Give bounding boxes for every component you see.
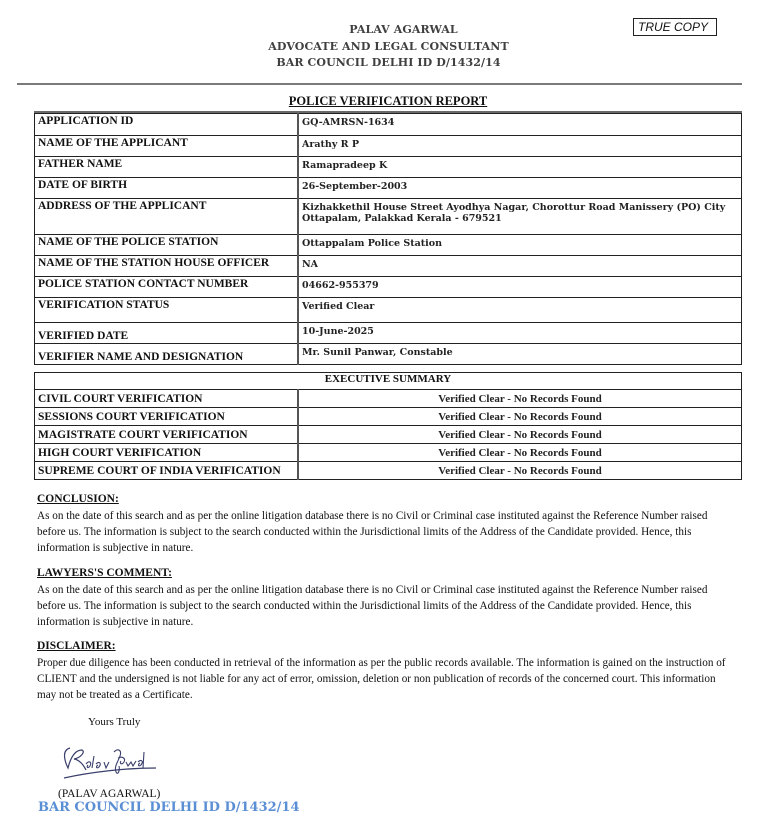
disclaimer-text: Proper due diligence has been conducted in retrieval of the information as per the public records available. The information is gained on the instruction of CLIENT and the undersigned is not liable for any act of error, omission, deletion or non publication of records of the concerned court. This information may not be treated as a Certificate. bbox=[37, 657, 726, 701]
row-value: Kizhakkethil House Street Ayodhya Nagar, Chorottur Road Manissery (PO) City Ottapalam, Palakkad Kerala - 679521 bbox=[298, 199, 742, 235]
court-label: SUPREME COURT OF INDIA VERIFICATION bbox=[35, 462, 299, 480]
header-divider bbox=[17, 83, 742, 85]
row-label: VERIFIER NAME AND DESIGNATION bbox=[35, 344, 299, 365]
advocate-title: ADVOCATE AND LEGAL CONSULTANT bbox=[268, 39, 509, 53]
table-row bbox=[35, 298, 742, 323]
table-row bbox=[35, 426, 742, 444]
summary-heading: EXECUTIVE SUMMARY bbox=[35, 373, 742, 390]
court-status: Verified Clear - No Records Found bbox=[298, 444, 742, 462]
court-label: MAGISTRATE COURT VERIFICATION bbox=[35, 426, 299, 444]
table-row bbox=[35, 178, 742, 199]
summary-header-row bbox=[35, 373, 742, 390]
conclusion-heading: CONCLUSION: bbox=[37, 493, 119, 505]
table-row bbox=[35, 344, 742, 365]
table-row bbox=[35, 136, 742, 157]
conclusion-text: As on the date of this search and as per the online litigation database there is no Civil or Criminal case instituted against the Reference Number raised before us. The information is subject to the search conducted within the Jurisdictional limits of the Address of the Candidate provided. Hence, this information is subjective in nature. bbox=[37, 510, 708, 554]
closing-text: Yours Truly bbox=[88, 716, 141, 728]
court-status: Verified Clear - No Records Found bbox=[298, 462, 742, 480]
executive-summary-table bbox=[34, 372, 742, 480]
row-label: POLICE STATION CONTACT NUMBER bbox=[35, 277, 299, 298]
court-status: Verified Clear - No Records Found bbox=[298, 426, 742, 444]
disclaimer-section bbox=[37, 639, 737, 703]
conclusion-section bbox=[37, 492, 737, 556]
court-label: SESSIONS COURT VERIFICATION bbox=[35, 408, 299, 426]
signer-bar-id: BAR COUNCIL DELHI ID D/1432/14 bbox=[38, 800, 300, 815]
row-value: 10-June-2025 bbox=[298, 323, 742, 344]
court-status: Verified Clear - No Records Found bbox=[298, 408, 742, 426]
court-status: Verified Clear - No Records Found bbox=[298, 390, 742, 408]
lawyers-comment-text: As on the date of this search and as per the online litigation database there is no Civil or Criminal case instituted against the Reference Number raised before us. The information is subject to the search conducted within the Jurisdictional limits of the Address of the Candidate provided. Hence, this information is subjective in nature. bbox=[37, 584, 708, 628]
table-row bbox=[35, 462, 742, 480]
court-label: HIGH COURT VERIFICATION bbox=[35, 444, 299, 462]
table-row bbox=[35, 277, 742, 298]
lawyers-comment-section bbox=[37, 566, 737, 630]
row-value: Verified Clear bbox=[298, 298, 742, 323]
disclaimer-heading: DISCLAIMER: bbox=[37, 640, 116, 652]
table-row bbox=[35, 256, 742, 277]
table-row bbox=[35, 408, 742, 426]
row-value: Mr. Sunil Panwar, Constable bbox=[298, 344, 742, 365]
advocate-bar-id: BAR COUNCIL DELHI ID D/1432/14 bbox=[276, 56, 501, 69]
table-row bbox=[35, 199, 742, 235]
table-row bbox=[35, 323, 742, 344]
row-label: ADDRESS OF THE APPLICANT bbox=[35, 199, 299, 235]
advocate-name: PALAV AGARWAL bbox=[349, 23, 458, 36]
signature-icon bbox=[56, 738, 166, 783]
row-value: GQ-AMRSN-1634 bbox=[298, 114, 742, 136]
table-row bbox=[35, 157, 742, 178]
row-label: VERIFIED DATE bbox=[35, 323, 299, 344]
row-value: 04662-955379 bbox=[298, 277, 742, 298]
row-label: NAME OF THE POLICE STATION bbox=[35, 235, 299, 256]
report-title: POLICE VERIFICATION REPORT bbox=[288, 94, 488, 108]
row-label: NAME OF THE APPLICANT bbox=[35, 136, 299, 157]
row-value: 26-September-2003 bbox=[298, 178, 742, 199]
row-label: DATE OF BIRTH bbox=[35, 178, 299, 199]
details-table bbox=[34, 113, 742, 365]
report-title-wrap bbox=[34, 90, 742, 109]
table-row bbox=[35, 444, 742, 462]
signer-name: (PALAV AGARWAL) bbox=[58, 788, 161, 800]
court-label: CIVIL COURT VERIFICATION bbox=[35, 390, 299, 408]
table-row bbox=[35, 235, 742, 256]
row-value: Arathy R P bbox=[298, 136, 742, 157]
row-value: Ramapradeep K bbox=[298, 157, 742, 178]
row-label: VERIFICATION STATUS bbox=[35, 298, 299, 323]
true-copy-stamp: TRUE COPY bbox=[633, 18, 717, 36]
row-label: NAME OF THE STATION HOUSE OFFICER bbox=[35, 256, 299, 277]
row-label: APPLICATION ID bbox=[35, 114, 299, 136]
table-row bbox=[35, 390, 742, 408]
table-row bbox=[35, 114, 742, 136]
row-value: Ottappalam Police Station bbox=[298, 235, 742, 256]
lawyers-comment-heading: LAWYERS'S COMMENT: bbox=[37, 567, 172, 579]
row-label: FATHER NAME bbox=[35, 157, 299, 178]
row-value: NA bbox=[298, 256, 742, 277]
